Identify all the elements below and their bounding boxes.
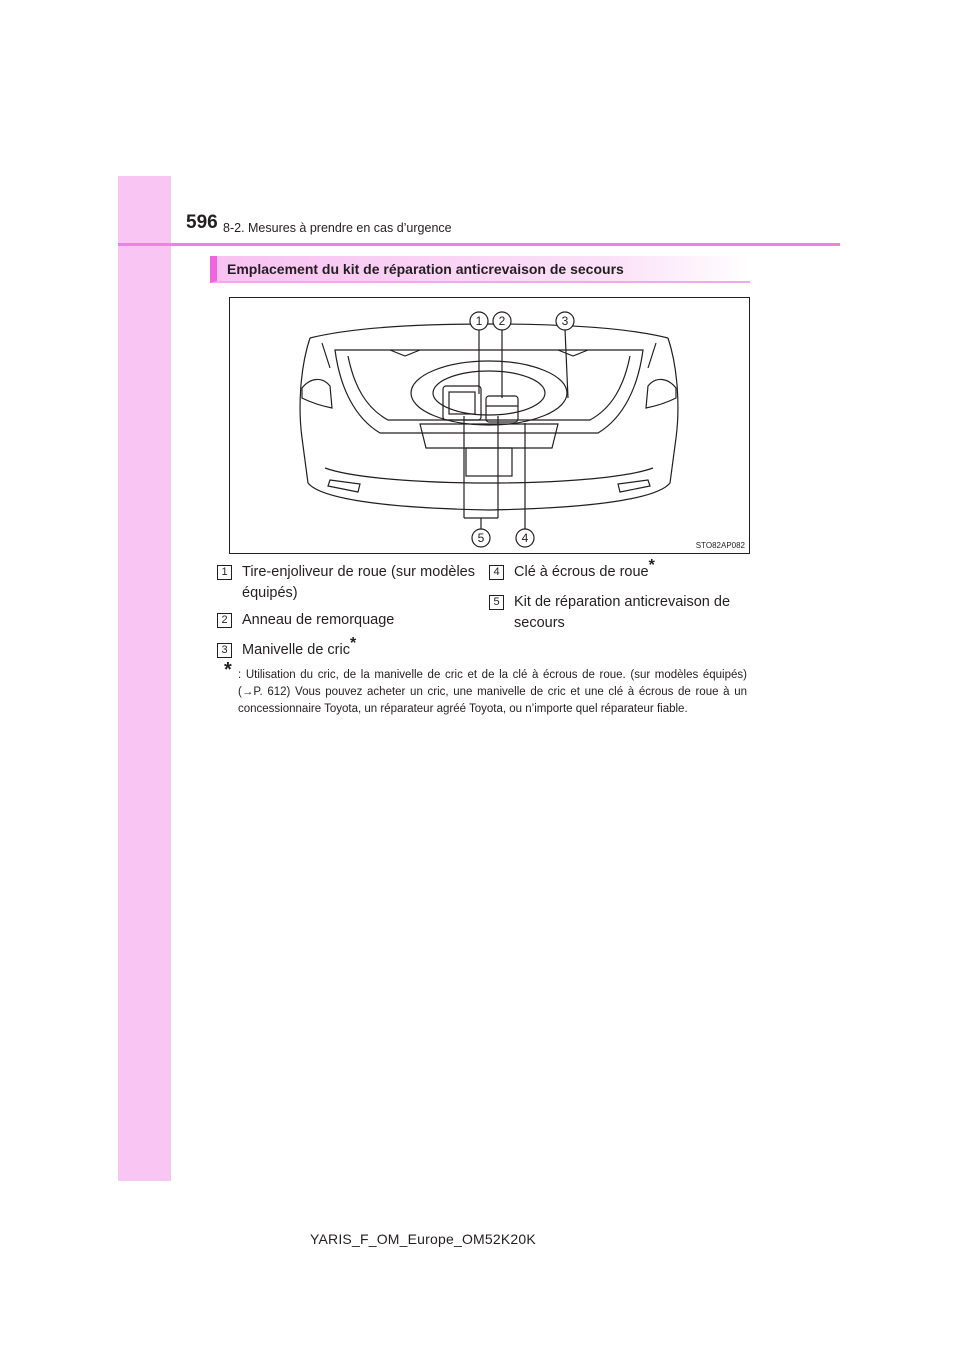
callout-2-label: 2: [498, 314, 506, 328]
footnote-text: : Utilisation du cric, de la manivelle de cric et de la clé à écrous de roue. (sur modèles équipés) (→P. 612) Vous pouvez acheter un cric, une manivelle de cric et une clé à écrous de roue à un concessionnaire Toyota, un réparateur agréé Toyota, ou n’importe quel réparateur fiable.: [238, 669, 747, 715]
car-trunk-drawing: [230, 298, 749, 553]
badge-3: 3: [217, 643, 232, 658]
legend-text-1: Tire-enjoliveur de roue (sur modèles équipés): [242, 564, 475, 601]
trunk-illustration: [229, 297, 750, 554]
callout-1-label: 1: [475, 314, 483, 328]
document-id: YARIS_F_OM_Europe_OM52K20K: [310, 1231, 536, 1247]
footnote-star: *: [224, 659, 232, 681]
badge-2: 2: [217, 613, 232, 628]
badge-4: 4: [489, 565, 504, 580]
figure-code: STO82AP082: [695, 541, 745, 550]
legend-text-2: Anneau de remorquage: [242, 612, 395, 628]
section-heading: [210, 256, 750, 283]
star-mark-4: *: [648, 557, 655, 575]
legend-text-3: Manivelle de cric: [242, 642, 350, 658]
legend-text-4: Clé à écrous de roue: [514, 564, 649, 580]
star-mark-3: *: [350, 635, 357, 653]
page-number: 596: [186, 212, 218, 233]
legend-text-5: Kit de réparation anticrevaison de secours: [514, 594, 731, 631]
chapter-title: 8-2. Mesures à prendre en cas d’urgence: [223, 221, 452, 235]
callout-3-label: 3: [561, 314, 569, 328]
side-band: [118, 176, 171, 1181]
section-title: Emplacement du kit de réparation anticrevaison de secours: [227, 261, 624, 277]
badge-5: 5: [489, 595, 504, 610]
footnote: [224, 659, 747, 718]
callout-5-label: 5: [477, 531, 485, 545]
header-rule: [118, 243, 840, 246]
badge-1: 1: [217, 565, 232, 580]
callout-4-label: 4: [521, 531, 529, 545]
